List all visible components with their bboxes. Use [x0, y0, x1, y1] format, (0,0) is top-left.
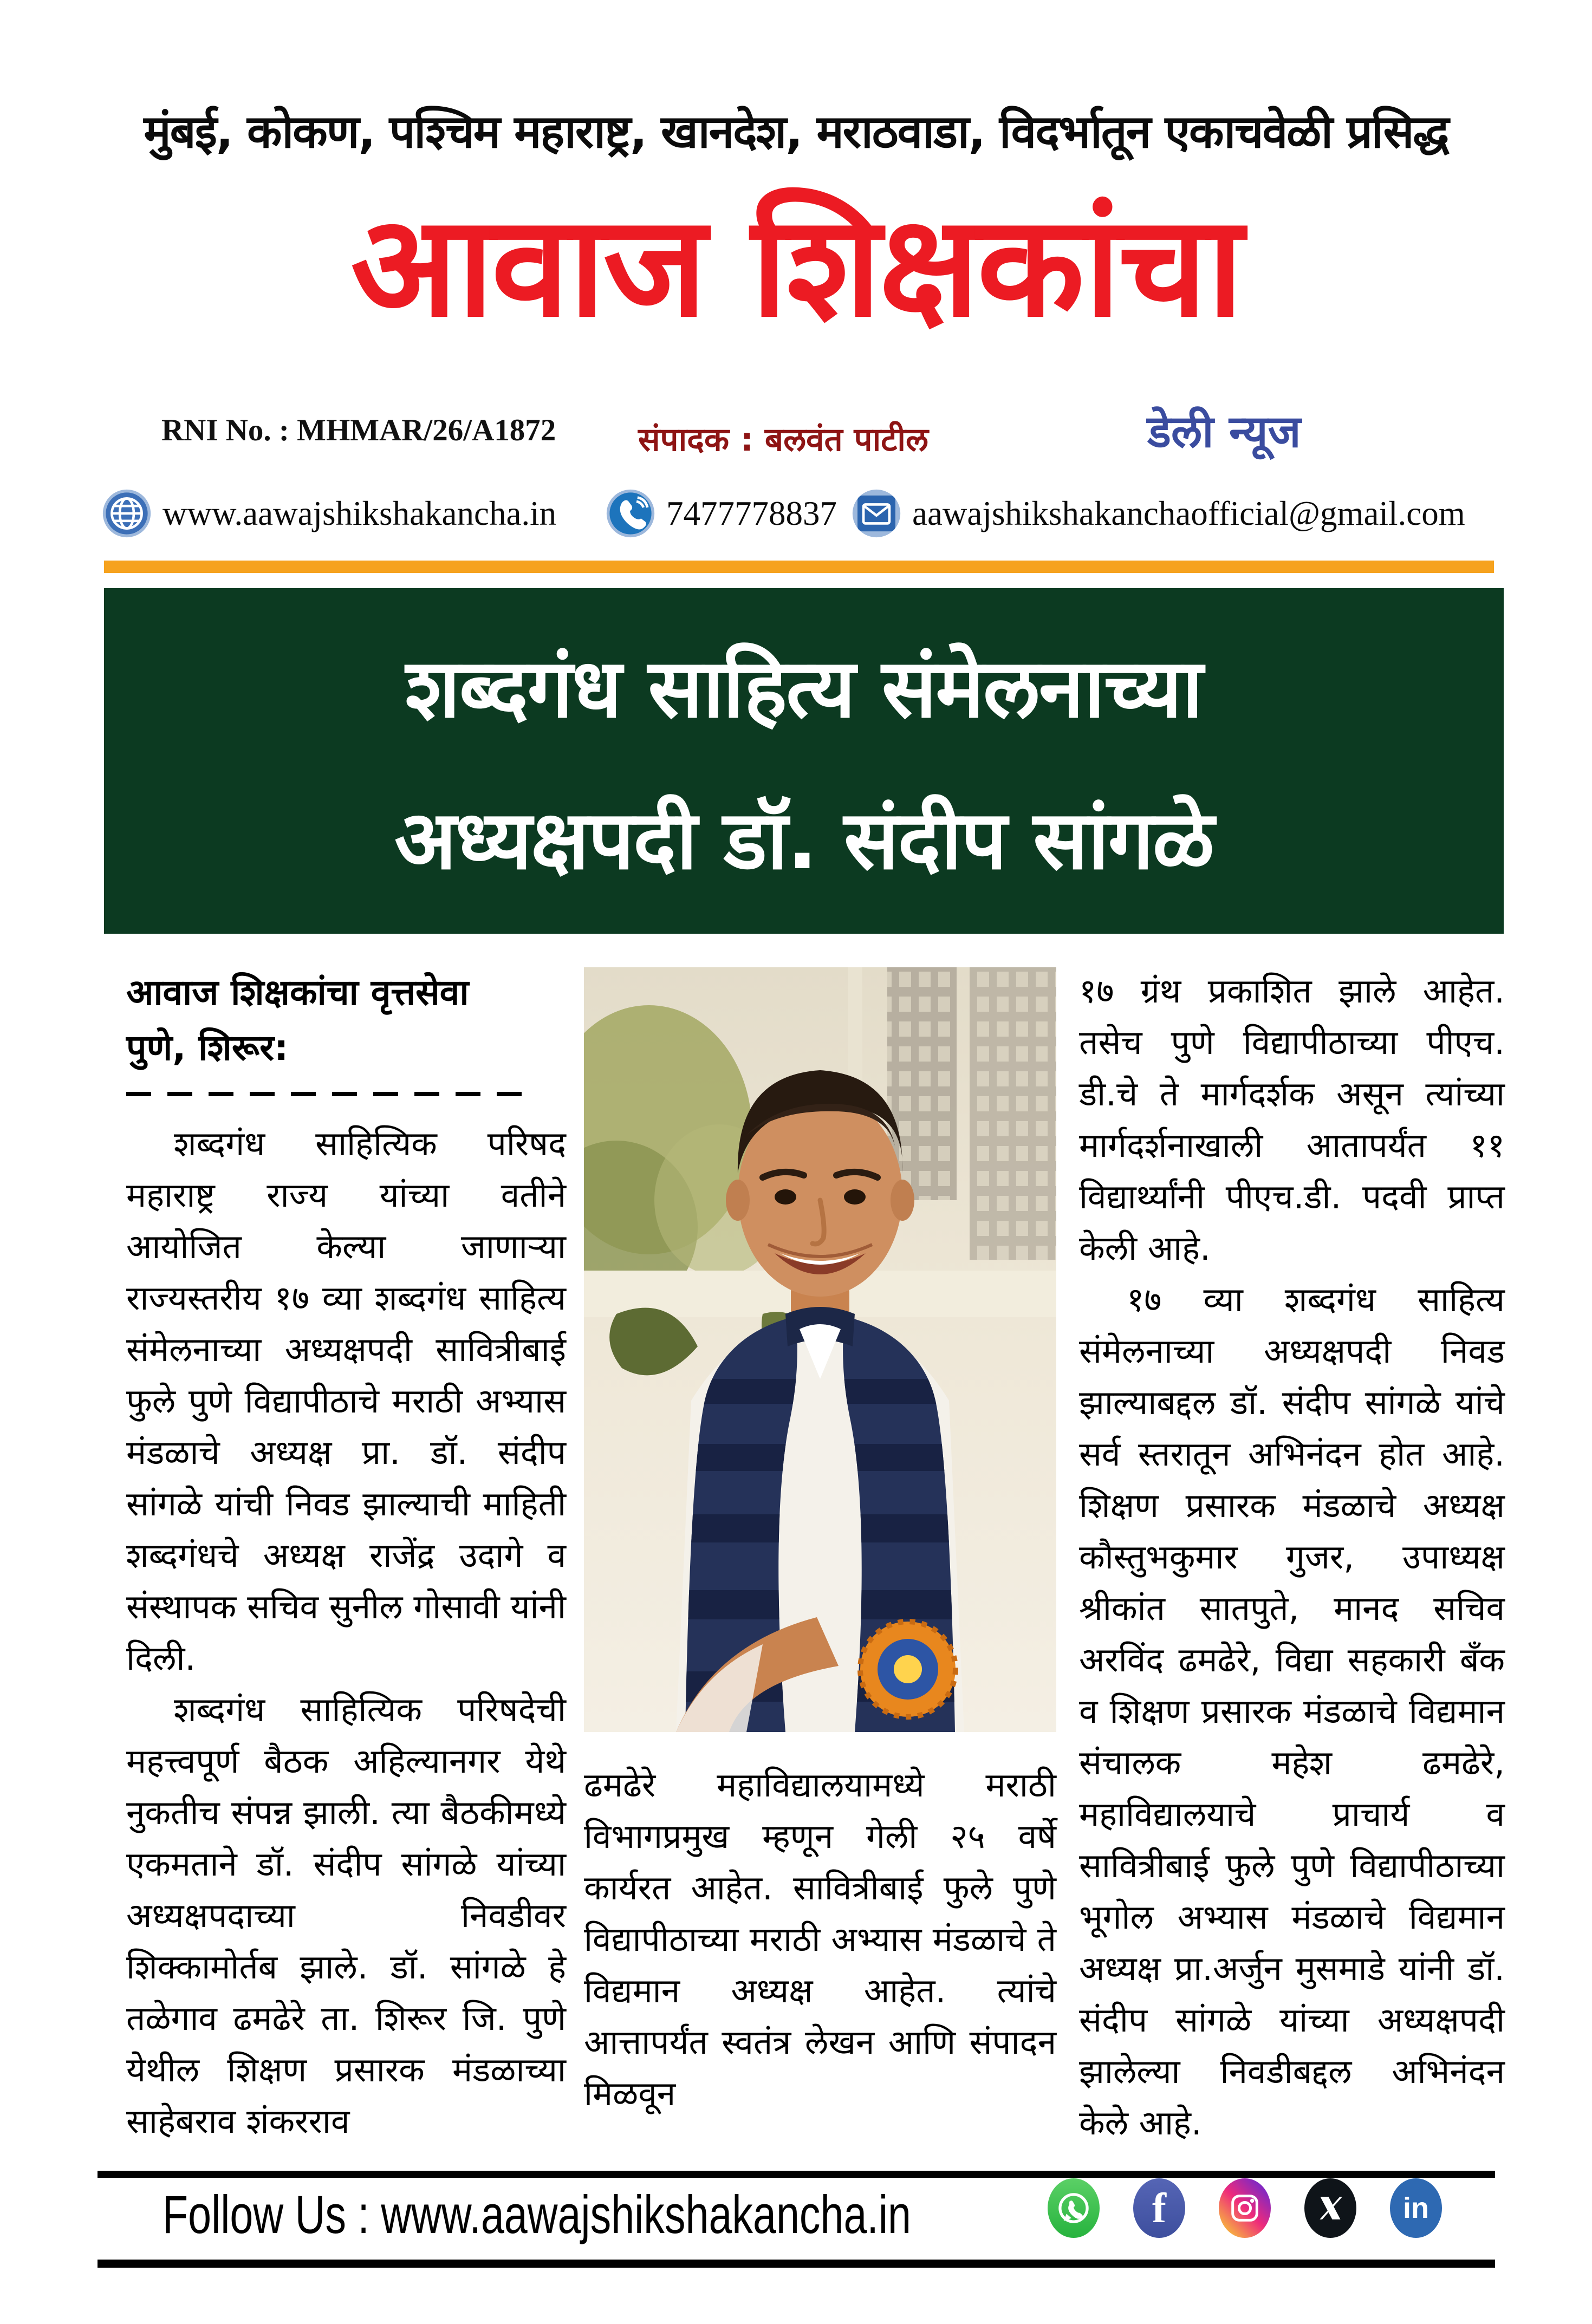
footer-bottom-rule [98, 2260, 1495, 2268]
byline-place: पुणे, शिरूर: [126, 1027, 289, 1069]
globe-icon [102, 489, 152, 538]
byline-agency: आवाज शिक्षकांचा वृत्तसेवा [126, 972, 469, 1013]
headline-line-1: शब्दगंध साहित्य संमेलनाच्या [405, 641, 1203, 736]
x-icon[interactable] [1304, 2178, 1356, 2238]
email-icon [852, 489, 901, 538]
email-text: aawajshikshakanchaofficial@gmail.com [912, 494, 1465, 532]
follow-us-text: Follow Us : www.aawajshikshakancha.in [163, 2184, 911, 2244]
facebook-icon[interactable]: f [1133, 2178, 1185, 2238]
headline-line-2: अध्यक्षपदी डॉ. संदीप सांगळे [394, 793, 1213, 888]
portrait-photo [584, 967, 1056, 1732]
phone-icon [606, 489, 655, 538]
whatsapp-icon[interactable] [1048, 2178, 1100, 2238]
edition-tagline: मुंबई, कोकण, पश्चिम महाराष्ट्र, खानदेश, मराठवाडा, विदर्भातून एकाचवेळी प्रसिद्ध [144, 105, 1448, 158]
portrait-illustration [584, 967, 1056, 1732]
article-paragraph: १७ ग्रंथ प्रकाशित झाले आहेत. तसेच पुणे विद्यापीठाच्या पीएच. डी.चे ते मार्गदर्शक असून त्यांच्या मार्गदर्शनाखाली आतापर्यंत ११ विद्यार्थ्यांनी पीएच.डी. पदवी प्राप्त केली आहे. [1079, 971, 1505, 1268]
social-icons-row [1048, 2178, 1442, 2238]
website-link[interactable] [102, 489, 556, 538]
phone-contact[interactable] [606, 489, 837, 538]
article-paragraph: शब्दगंध साहित्यिक परिषदेची महत्त्वपूर्ण बैठक अहिल्यानगर येथे नुकतीच संपन्न झाली. त्या बैठकीमध्ये एकमताने डॉ. संदीप सांगळे यांच्या अध्यक्षपदाच्या निवडीवर शिक्कामोर्तब झाले. डॉ. सांगळे हे तळेगाव ढमढेरे ता. शिरूर जि. पुणे येथील शिक्षण प्रसारक मंडळाच्या साहेबराव शंकरराव [126, 1690, 566, 2141]
edition-label: डेली न्यूज [1147, 406, 1301, 458]
email-contact[interactable] [852, 489, 1465, 538]
article-paragraph: १७ व्या शब्दगंध साहित्य संमेलनाच्या अध्यक्षपदी निवड झाल्याबद्दल डॉ. संदीप सांगळे यांचे सर्व स्तरातून अभिनंदन होत आहे. शिक्षण प्रसारक मंडळाचे अध्यक्ष कौस्तुभकुमार गुजर, उपाध्यक्ष श्रीकांत सातपुते, मानद सचिव अरविंद ढमढेरे, विद्या सहकारी बँक व शिक्षण प्रसारक मंडळाचे विद्यमान संचालक महेश ढमढेरे, महाविद्यालयाचे प्राचार्य व सावित्रीबाई फुले पुणे विद्यापीठाच्या भूगोल अभ्यास मंडळाचे विद्यमान अध्यक्ष प्रा.अर्जुन मुसमाडे यांनी डॉ. संदीप सांगळे यांच्या अध्यक्षपदी झालेल्या निवडीबद्दल अभिनंदन केले आहे. [1079, 1280, 1505, 2143]
article-paragraph: शब्दगंध साहित्यिक परिषद महाराष्ट्र राज्य यांच्या वतीने आयोजित केल्या जाणाऱ्या राज्यस्तरीय १७ व्या शब्दगंध साहित्य संमेलनाच्या अध्यक्षपदी सावित्रीबाई फुले पुणे विद्यापीठाचे मराठी अभ्यास मंडळाचे अध्यक्ष प्रा. डॉ. संदीप सांगळे यांची निवड झाल्याची माहिती शब्दगंधचे अध्यक्ष राजेंद्र उदागे व संस्थापक सचिव सुनील गोसावी यांनी दिली. [126, 1124, 566, 1678]
footer-top-rule [98, 2171, 1495, 2178]
dashed-divider [126, 1092, 531, 1096]
instagram-icon[interactable] [1219, 2178, 1271, 2238]
article-column-middle [584, 1759, 1056, 2119]
website-text: www.aawajshikshakancha.in [163, 494, 557, 532]
headline-banner [104, 588, 1504, 934]
accent-divider-bar [104, 561, 1494, 573]
phone-text: 7477778837 [666, 494, 837, 532]
rni-number: RNI No. : MHMAR/26/A1872 [161, 413, 556, 447]
article-column-left [126, 965, 566, 2147]
article-paragraph: ढमढेरे महाविद्यालयामध्ये मराठी विभागप्रमुख म्हणून गेली २५ वर्षे कार्यरत आहेत. सावित्रीबाई फुले पुणे विद्यापीठाच्या मराठी अभ्यास मंडळाचे ते विद्यमान अध्यक्ष आहेत. त्यांचे आत्तापर्यंत स्वतंत्र लेखन आणि संपादन मिळवून [584, 1765, 1056, 2113]
masthead-title: आवाज शिक्षकांचा [350, 185, 1242, 348]
linkedin-icon[interactable]: in [1390, 2178, 1442, 2238]
article-column-right [1079, 965, 1505, 2149]
editor-name: संपादक : बलवंत पाटील [638, 421, 928, 459]
